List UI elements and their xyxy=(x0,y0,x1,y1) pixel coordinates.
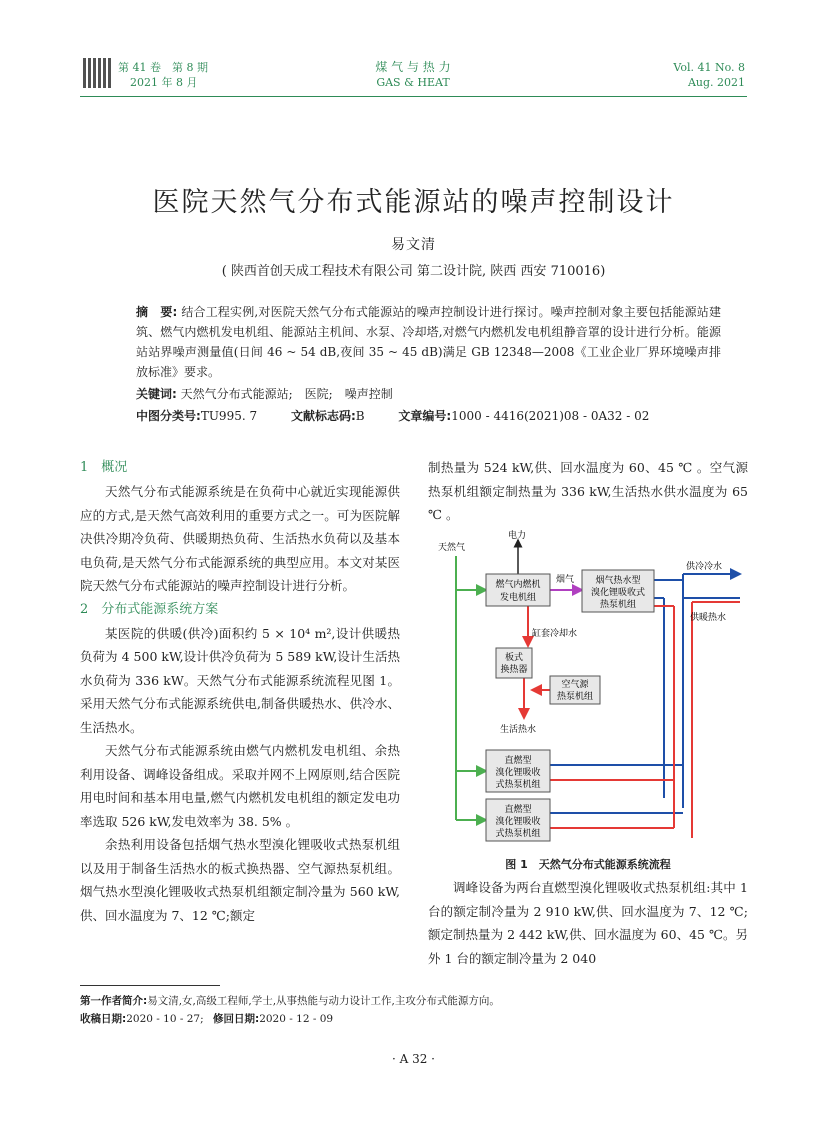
svg-text:式热泵机组: 式热泵机组 xyxy=(495,829,541,839)
label-power: 电力 xyxy=(508,531,527,541)
paragraph: 余热利用设备包括烟气热水型溴化锂吸收式热泵机组以及用于制备生活热水的板式换热器、空气源热泵机组。烟气热水型溴化锂吸收式热泵机组额定制冷量为 560 kW,供、回水温度为 7、12 ℃;额定 xyxy=(80,837,400,923)
box-direct-fired-1 xyxy=(486,750,550,792)
art-label: 文章编号: xyxy=(398,409,452,423)
keywords-label: 关键词: xyxy=(136,387,177,401)
svg-text:换热器: 换热器 xyxy=(500,665,528,675)
footnote xyxy=(80,992,750,1028)
footnote-rule xyxy=(80,985,220,986)
section-heading-2: 2 分布式能源系统方案 xyxy=(80,601,219,617)
box-plate-exchanger xyxy=(496,648,532,678)
clc-value: TU995. 7 xyxy=(200,409,258,423)
footnote-author-text: 易文清,女,高级工程师,学士,从事热能与动力设计工作,主攻分布式能源方向。 xyxy=(147,995,500,1007)
svg-text:溴化锂吸收: 溴化锂吸收 xyxy=(495,817,541,827)
label-flue: 烟气 xyxy=(556,575,575,585)
qr-code xyxy=(83,58,113,88)
footnote-author-label: 第一作者简介: xyxy=(80,995,148,1007)
clc-label: 中图分类号: xyxy=(136,409,201,423)
box-heat-pump xyxy=(582,570,654,612)
box-direct-fired-2 xyxy=(486,799,550,841)
paragraph: 天然气分布式能源系统是在负荷中心就近实现能源供应的方式,是天然气高效利用的重要方式之一。可为医院解决供冷期冷负荷、供暖期热负荷、生活热水负荷以及基本电负荷,是天然气分布式能源系统的典型应用。本文对某医院天然气分布式能源站的噪声控制设计进行分析。 xyxy=(80,484,400,593)
svg-text:燃气内燃机: 燃气内燃机 xyxy=(495,580,541,590)
journal-volume: 第 41 卷 第 8 期 2021 年 8 月 xyxy=(118,61,208,89)
label-natural-gas: 天然气 xyxy=(438,543,466,553)
abstract-label: 摘 要: xyxy=(136,305,178,319)
doc-label: 文献标志码: xyxy=(290,409,356,423)
article-title: 医院天然气分布式能源站的噪声控制设计 xyxy=(152,187,675,218)
svg-text:溴化锂吸收: 溴化锂吸收 xyxy=(495,768,541,778)
svg-text:热泵机组: 热泵机组 xyxy=(556,692,594,702)
paragraph: 某医院的供暖(供冷)面积约 5 × 10⁴ m²,设计供暖热负荷为 4 500 kW,设计供冷负荷为 5 589 kW,设计生活热水负荷为 336 kW。天然气分布式能源系统流程见图 1。采用天然气分布式能源系统供电,制备供暖热水、供冷水、生活热水。 xyxy=(80,625,400,735)
page-number: · A 32 · xyxy=(391,1052,435,1066)
doc-value: B xyxy=(355,409,365,423)
svg-text:直燃型: 直燃型 xyxy=(504,756,532,766)
system-flow-diagram xyxy=(428,528,748,850)
label-heating: 供暖热水 xyxy=(690,613,727,623)
gas-lines xyxy=(456,556,486,820)
received-date: 2020 - 10 - 27; xyxy=(126,1013,204,1025)
heating-water-lines xyxy=(550,602,740,838)
header-rule xyxy=(80,96,747,97)
right-column-top xyxy=(428,456,748,527)
svg-text:式热泵机组: 式热泵机组 xyxy=(495,780,541,790)
paragraph: 天然气分布式能源系统由燃气内燃机发电机组、余热利用设备、调峰设备组成。采取并网不上网原则,结合医院用电时间和基本用电量,燃气内燃机发电机组的额定发电功率选取 526 kW,发电效率为 38. 5% 。 xyxy=(80,743,400,829)
left-column xyxy=(80,456,400,927)
box-air-source-hp xyxy=(550,676,600,704)
paragraph: 调峰设备为两台直燃型溴化锂吸收式热泵机组:其中 1 台的额定制冷量为 2 910 kW,供、回水温度为 7、12 ℃;额定制热量为 2 442 kW,供、回水温度为 60、45 ℃。另外 1 台的额定制冷量为 2 040 xyxy=(428,880,748,966)
received-label: 收稿日期: xyxy=(80,1013,127,1025)
svg-text:板式: 板式 xyxy=(504,653,524,663)
paragraph: 制热量为 524 kW,供、回水温度为 60、45 ℃ 。空气源热泵机组额定制热量为 336 kW,生活热水供水温度为 65 ℃ 。 xyxy=(428,460,748,522)
box-engine xyxy=(486,574,550,606)
affiliation: ( 陕西首创天成工程技术有限公司 第二设计院, 陕西 西安 710016) xyxy=(221,264,606,279)
svg-text:热泵机组: 热泵机组 xyxy=(599,600,637,610)
abstract xyxy=(136,302,721,426)
svg-text:烟气热水型: 烟气热水型 xyxy=(595,576,641,586)
label-chilled: 供冷冷水 xyxy=(686,562,723,572)
label-jacket: 缸套冷却水 xyxy=(532,629,578,639)
journal-volume-en: Vol. 41 No. 8 Aug. 2021 xyxy=(673,61,745,89)
svg-text:溴化锂吸收式: 溴化锂吸收式 xyxy=(590,588,646,598)
right-column-bottom xyxy=(428,876,748,970)
svg-text:直燃型: 直燃型 xyxy=(504,805,532,815)
author: 易文清 xyxy=(391,237,436,253)
keywords: 天然气分布式能源站; 医院; 噪声控制 xyxy=(180,387,393,401)
figure-caption: 图 1 天然气分布式能源系统流程 xyxy=(505,858,671,871)
journal-name: 煤 气 与 热 力 GAS & HEAT xyxy=(375,60,451,89)
revised-date: 2020 - 12 - 09 xyxy=(259,1013,334,1025)
art-value: 1000 - 4416(2021)08 - 0A32 - 02 xyxy=(451,409,650,423)
label-dhw: 生活热水 xyxy=(500,725,537,735)
svg-text:发电机组: 发电机组 xyxy=(499,593,537,603)
revised-label: 修回日期: xyxy=(212,1013,260,1025)
abstract-text: 结合工程实例,对医院天然气分布式能源站的噪声控制设计进行探讨。噪声控制对象主要包括能源站建筑、燃气内燃机发电机组、能源站主机间、水泵、冷却塔,对燃气内燃机发电机组静音罩的设计进行分析。能源站站界噪声测量值(日间 46 ~ 54 dB,夜间 35 ~ 45 dB)满足 GB 12348—2008《工业企业厂界环境噪声排放标准》要求。 xyxy=(136,305,721,379)
svg-text:空气源: 空气源 xyxy=(561,680,589,690)
section-heading-1: 1 概况 xyxy=(80,460,128,475)
